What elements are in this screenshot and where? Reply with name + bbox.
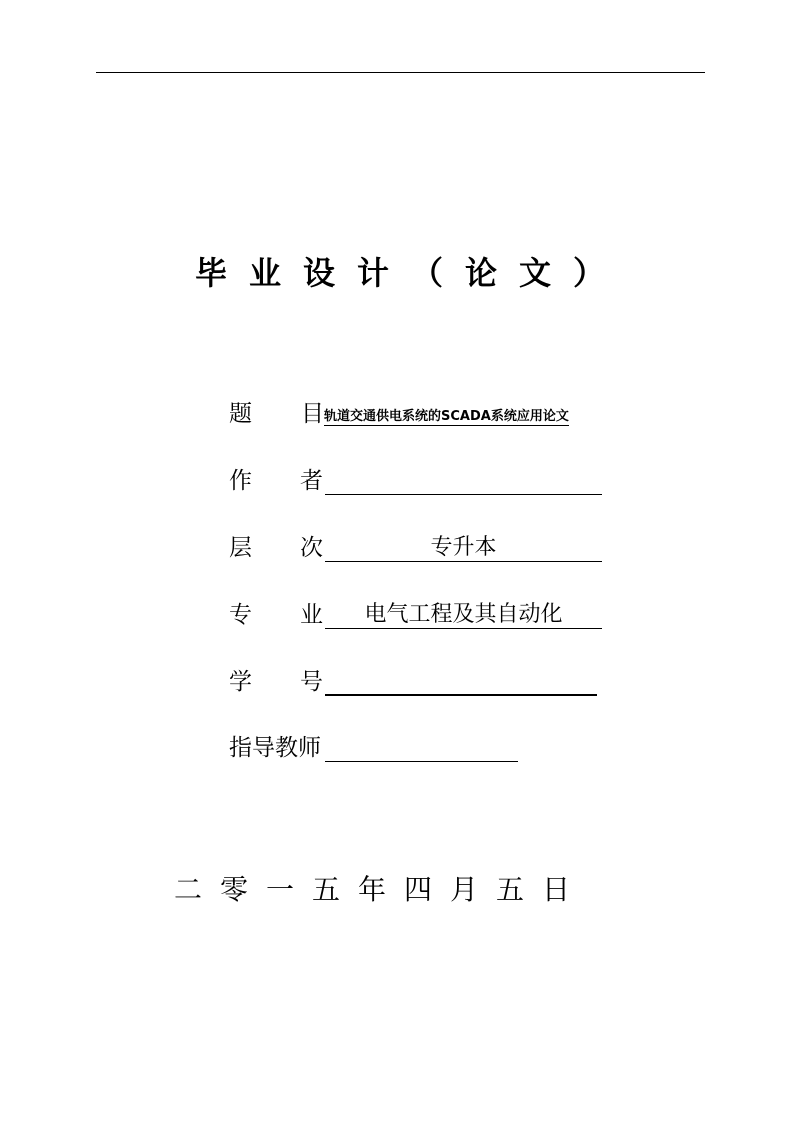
cover-main-title: 毕业设计（论文） <box>194 254 627 292</box>
field-student-id <box>229 656 597 696</box>
field-major-label: 专业 <box>229 602 371 628</box>
field-student-id-label: 学号 <box>229 669 371 695</box>
field-topic <box>229 388 569 428</box>
field-advisor-value <box>325 735 518 762</box>
field-topic-value: 轨道交通供电系统的SCADA系统应用论文 <box>324 409 569 424</box>
field-level-label: 层次 <box>229 535 371 561</box>
cover-date: 二零一五年四月五日 <box>173 873 588 906</box>
field-advisor-label: 指导教师 <box>229 735 321 761</box>
field-advisor <box>229 722 518 762</box>
field-topic-label-b: 目 <box>301 401 324 427</box>
field-level-value: 专升本 <box>325 535 602 562</box>
field-student-id-value <box>325 668 597 696</box>
header-rule <box>96 72 705 73</box>
field-author <box>229 455 602 495</box>
field-level <box>229 522 602 562</box>
field-major <box>229 589 602 629</box>
field-author-value <box>325 468 602 495</box>
field-author-label: 作者 <box>229 468 371 494</box>
field-topic-label-a: 题 <box>229 401 252 427</box>
field-major-value: 电气工程及其自动化 <box>325 602 602 629</box>
